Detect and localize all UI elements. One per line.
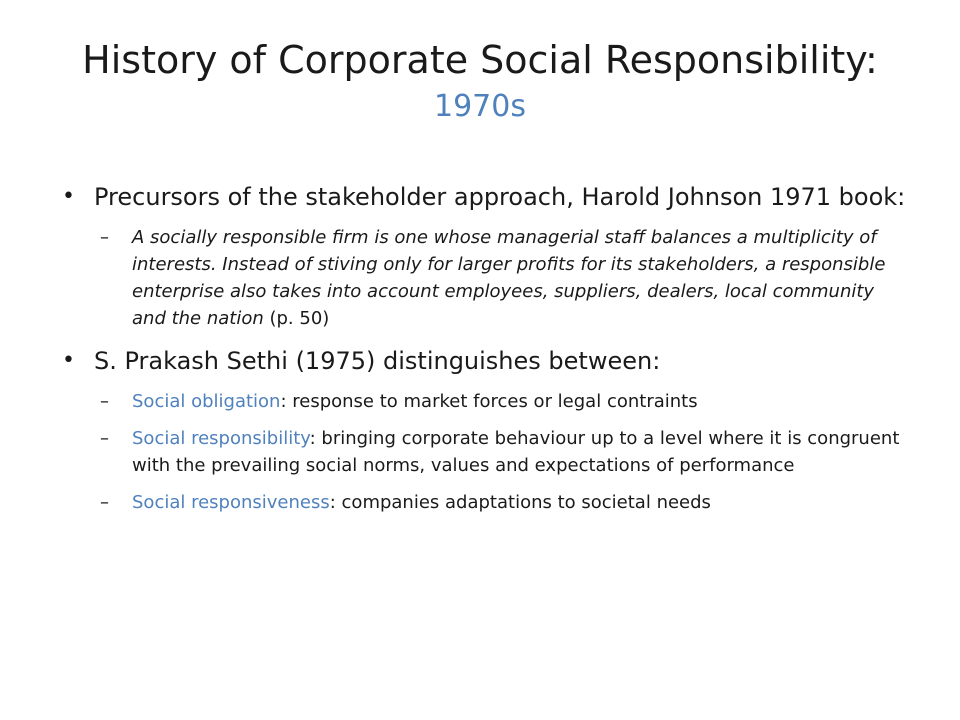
sub-bullet-johnson-quote (62, 224, 912, 332)
term-social-responsibility: Social responsibility (132, 428, 310, 449)
title-subtitle: 1970s (434, 89, 526, 124)
dash-icon: – (100, 492, 109, 513)
dash-icon: – (100, 227, 109, 248)
title-main: History of Corporate Social Responsibility: (82, 38, 878, 82)
sub-bullet-social-responsiveness (62, 489, 912, 516)
slide-title (60, 36, 900, 130)
sub-bullet-social-obligation (62, 388, 912, 415)
quote-citation: (p. 50) (263, 308, 330, 329)
dash-icon: – (100, 428, 109, 449)
bullet-johnson (62, 178, 912, 216)
definition-social-responsibility: : bringing corporate behaviour up to a level where it is congruent with the prevailing social norms, values and expectations of performance (132, 428, 900, 476)
bullet-icon: • (62, 348, 75, 373)
quote-text: A socially responsible firm is one whose managerial staff balances a multiplicity of interests. Instead of stiving only for larger profits for its stakeholders, a responsible enterprise also takes into account employees, suppliers, dealers, local community and the nation (132, 227, 886, 329)
slide-body (62, 178, 912, 526)
bullet-sethi (62, 342, 912, 380)
bullet-text: Precursors of the stakeholder approach, Harold Johnson 1971 book: (94, 183, 906, 211)
bullet-text: S. Prakash Sethi (1975) distinguishes between: (94, 347, 661, 375)
bullet-icon: • (62, 184, 75, 209)
dash-icon: – (100, 391, 109, 412)
definition-social-responsiveness: : companies adaptations to societal needs (329, 492, 711, 513)
term-social-obligation: Social obligation (132, 391, 281, 412)
term-social-responsiveness: Social responsiveness (132, 492, 330, 513)
sub-bullet-social-responsibility (62, 425, 912, 479)
definition-social-obligation: : response to market forces or legal contraints (280, 391, 698, 412)
